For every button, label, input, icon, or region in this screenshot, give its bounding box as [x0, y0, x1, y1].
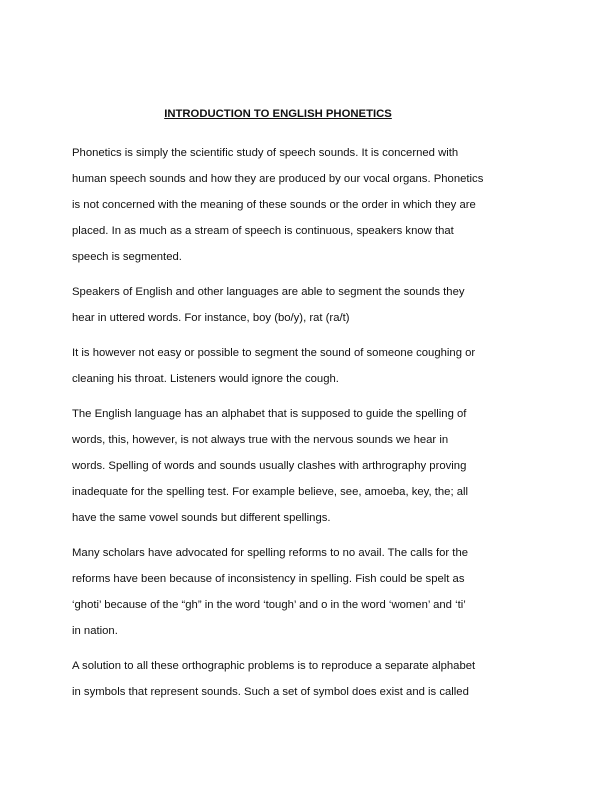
text-line: It is however not easy or possible to segment the sound of someone coughing or — [72, 347, 476, 359]
document-body — [72, 140, 552, 714]
text-line: ‘ghoti’ because of the “gh” in the word ‘tough’ and o in the word ‘women’ and ‘ti’ — [72, 599, 466, 611]
text-line: in symbols that represent sounds. Such a set of symbol does exist and is called — [72, 686, 469, 698]
paragraph — [72, 540, 552, 644]
paragraph — [72, 401, 552, 531]
text-line: Speakers of English and other languages are able to segment the sounds they — [72, 286, 465, 298]
paragraph — [72, 140, 552, 270]
text-line: words. Spelling of words and sounds usually clashes with arthrography proving — [72, 460, 467, 472]
text-line: The English language has an alphabet that is supposed to guide the spelling of — [72, 408, 467, 420]
text-line: hear in uttered words. For instance, boy (bo/y), rat (ra/t) — [72, 312, 350, 324]
text-line: speech is segmented. — [72, 251, 182, 263]
text-line: inadequate for the spelling test. For example believe, see, amoeba, key, the; all — [72, 486, 469, 498]
text-line: Phonetics is simply the scientific study of speech sounds. It is concerned with — [72, 147, 459, 159]
text-line: have the same vowel sounds but different spellings. — [72, 512, 331, 524]
text-line: A solution to all these orthographic problems is to reproduce a separate alphabet — [72, 660, 476, 672]
paragraph — [72, 279, 552, 331]
text-line: placed. In as much as a stream of speech is continuous, speakers know that — [72, 225, 454, 237]
text-line: reforms have been because of inconsistency in spelling. Fish could be spelt as — [72, 573, 465, 585]
text-line: in nation. — [72, 625, 118, 637]
paragraph — [72, 340, 552, 392]
text-line: human speech sounds and how they are produced by our vocal organs. Phonetics — [72, 173, 484, 185]
text-line: Many scholars have advocated for spelling reforms to no avail. The calls for the — [72, 547, 469, 559]
text-line: cleaning his throat. Listeners would ignore the cough. — [72, 373, 339, 385]
text-line: words, this, however, is not always true with the nervous sounds we hear in — [72, 434, 449, 446]
page-title: INTRODUCTION TO ENGLISH PHONETICS — [164, 108, 392, 120]
paragraph — [72, 653, 552, 705]
text-line: is not concerned with the meaning of these sounds or the order in which they are — [72, 199, 476, 211]
